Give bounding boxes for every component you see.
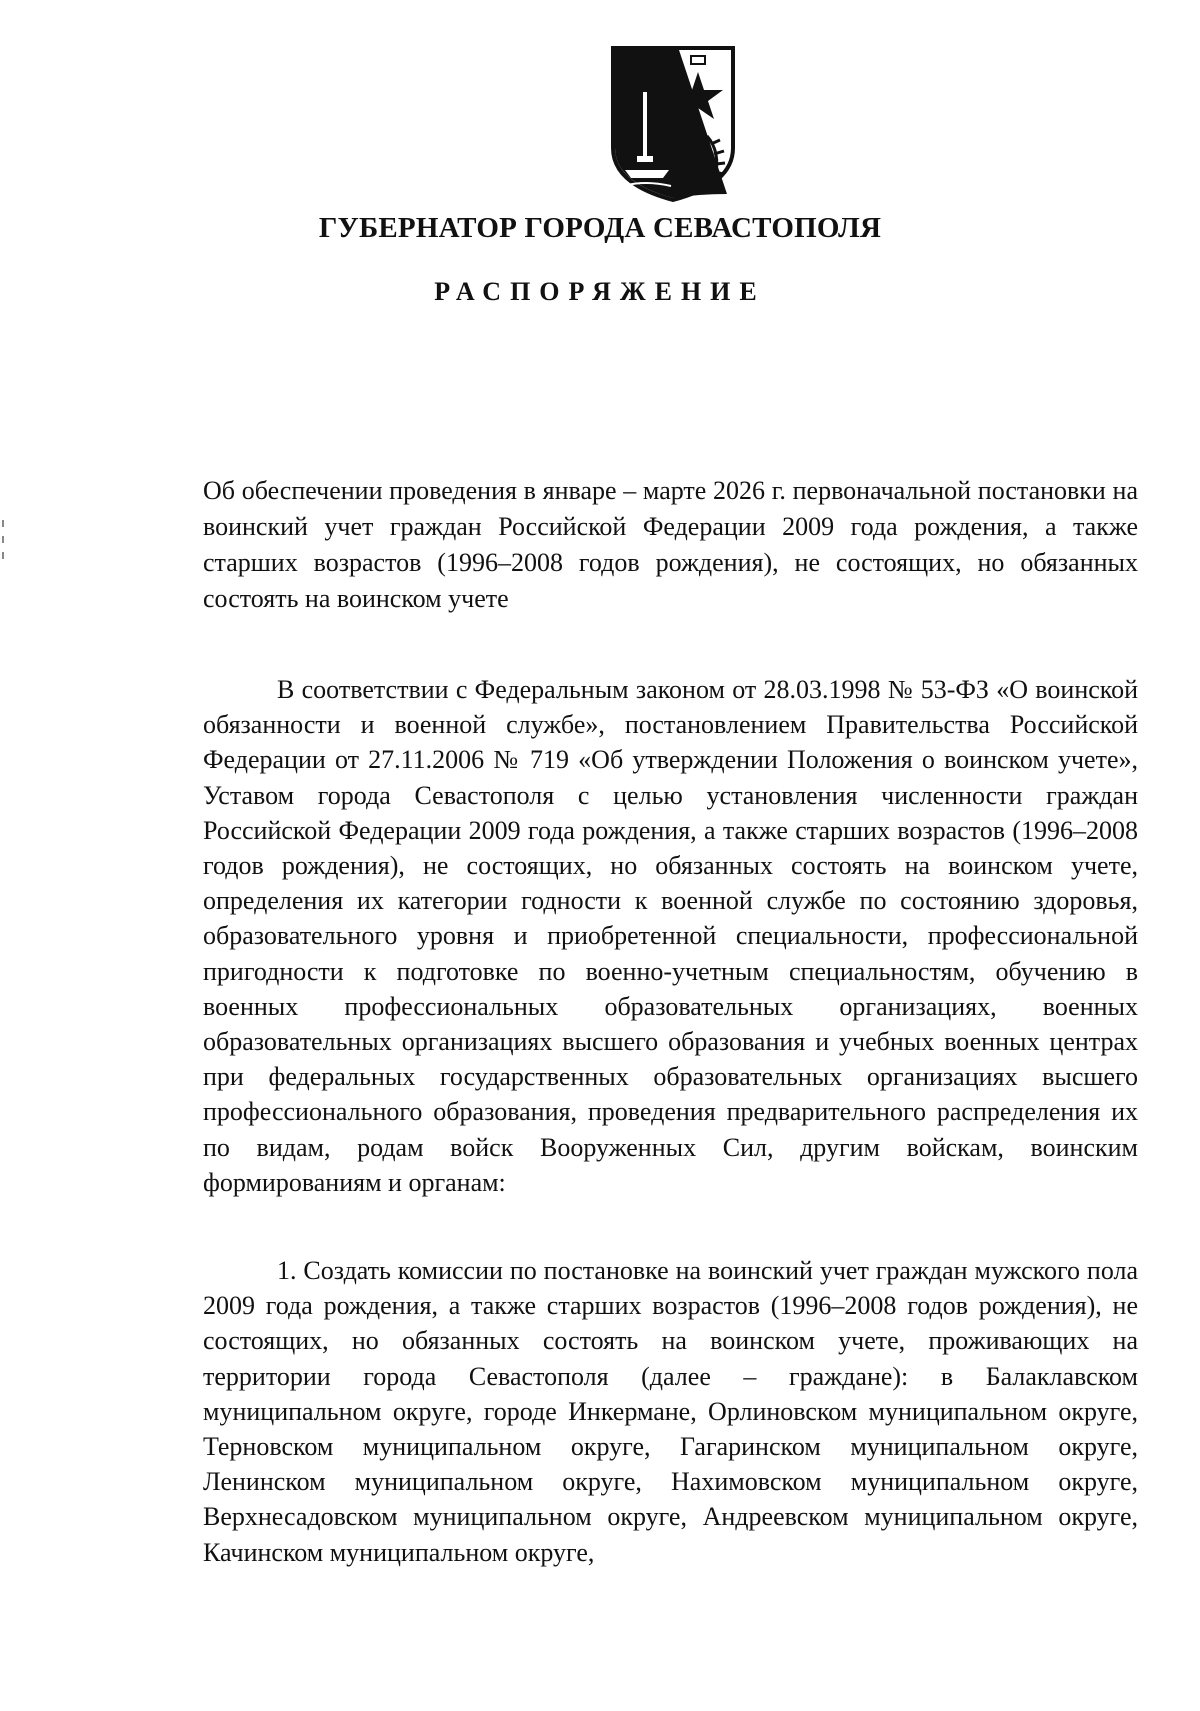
item-1-paragraph: 1. Создать комиссии по постановке на воинский учет граждан мужского пола 2009 года рождения, а также старших возрастов (1996–2008 годов рождения), не состоящих, но обязанных состоять на воинском учете, проживающих на территории города Севастополя (далее – граждане): в Балаклавском муниципальном округе, городе Инкермане, Орлиновском муниципальном округе, Терновском муниципальном округе, Гагаринском муниципальном округе, Ленинском муниципальном округе, Нахимовском муниципальном округе, Верхнесадовском муниципальном округе, Андреевском муниципальном округе, Качинском муниципальном округе, xyxy=(203,1256,1138,1567)
scan-mark xyxy=(2,552,4,559)
scan-margin-marks xyxy=(2,520,5,570)
document-subject: Об обеспечении проведения в январе – марте 2026 г. первоначальной постановки на воинский учет граждан Российской Федерации 2009 года рождения, а также старших возрастов (1996–2008 годов рождения), не состоящих, но обязанных состоять на воинском учете xyxy=(203,476,1138,613)
scan-mark xyxy=(2,520,4,527)
scan-mark xyxy=(2,536,4,543)
preamble-paragraph: В соответствии с Федеральным законом от 28.03.1998 № 53-ФЗ «О воинской обязанности и военной службе», постановлением Правительства Российской Федерации от 27.11.2006 № 719 «Об утверждении Положения о воинском учете», Уставом города Севастополя с целью установления численности граждан Российской Федерации 2009 года рождения, а также старших возрастов (1996–2008 годов рождения), не состоящих, но обязанных состоять на воинском учете, определения их категории годности к военной службе по состоянию здоровья, образовательного уровня и приобретенной специальности, профессиональной пригодности к подготовке по военно-учетным специальностям, обучению в военных профессиональных образовательных организациях, военных образовательных организациях высшего образования и учебных военных центрах при федеральных государственных образовательных организациях высшего профессионального образования, проведения предварительного распределения их по видам, родам войск Вооруженных Сил, другим войскам, воинским формированиям и органам: xyxy=(203,675,1138,1197)
issuing-authority: ГУБЕРНАТОР ГОРОДА СЕВАСТОПОЛЯ xyxy=(318,212,882,244)
document-type-title: РАСПОРЯЖЕНИЕ xyxy=(434,277,766,306)
sevastopol-coat-of-arms-icon xyxy=(609,44,737,204)
